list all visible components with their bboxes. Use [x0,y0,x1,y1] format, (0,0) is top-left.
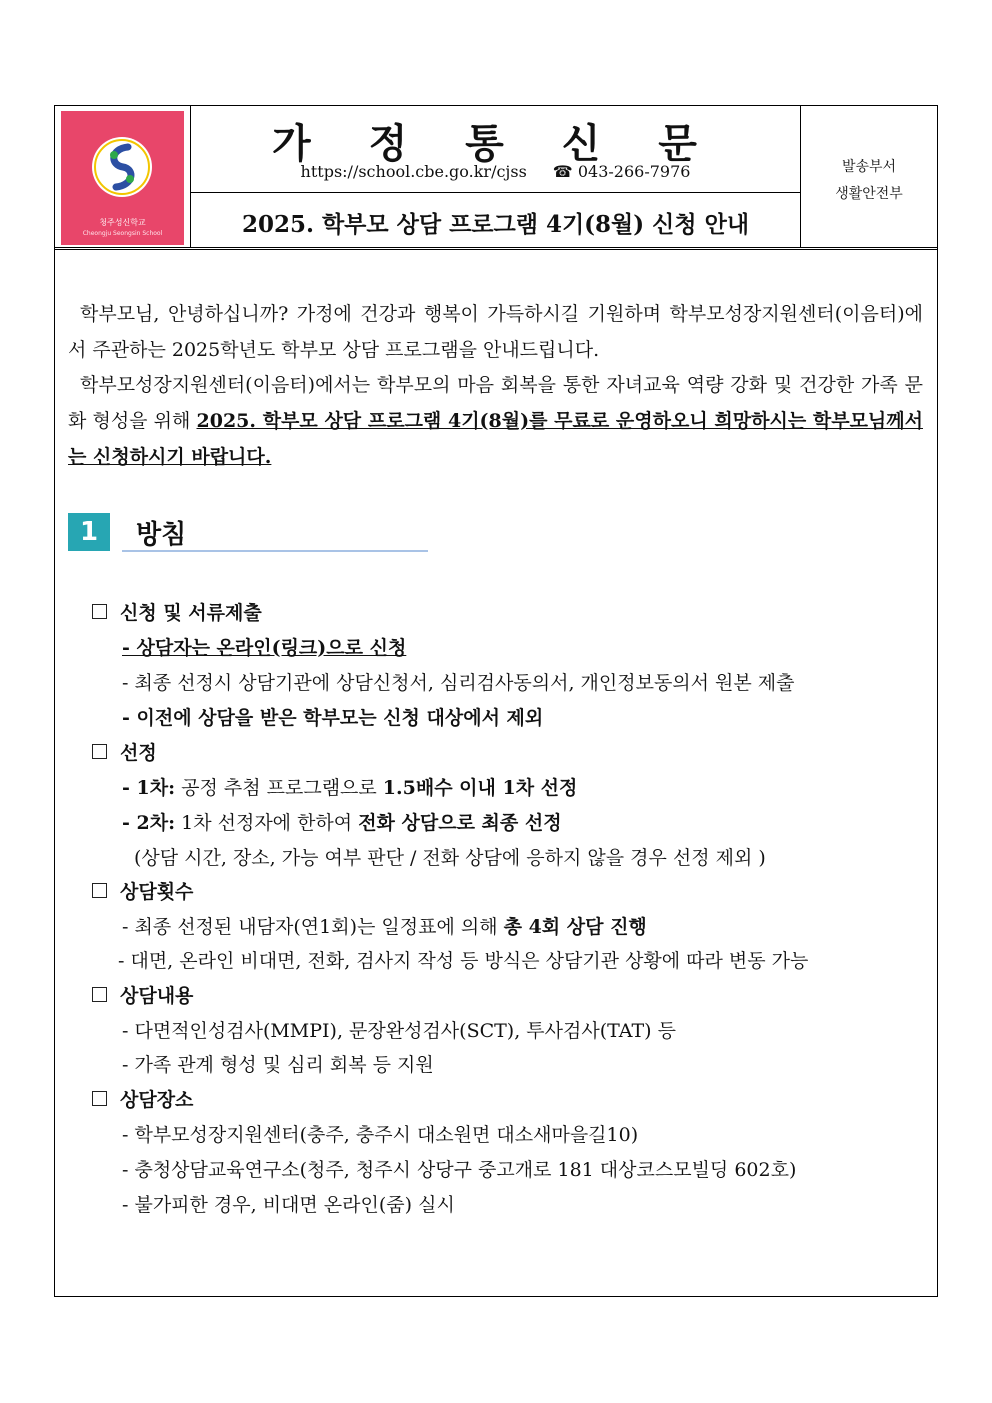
select-bullet-1 [122,773,577,800]
count-heading [92,877,193,904]
select-bullet-1-label: - 1차: [122,777,176,799]
select-heading-text: 선정 [120,742,157,764]
header-divider [191,192,800,193]
apply-bullet-1-text: - 상담자는 온라인(링크)으로 신청 [122,637,407,659]
checkbox-icon [92,604,107,619]
department-name: 생활안전부 [835,186,903,202]
place-bullet-2: - 충청상담교육연구소(청주, 청주시 상당구 중고개로 181 대상코스모빌딩 602호) [122,1159,797,1181]
section-number: 1 [68,513,110,551]
content-bullet-1: - 다면적인성검사(MMPI), 문장완성검사(SCT), 투사검사(TAT) 등 [122,1020,676,1042]
checkbox-icon [92,987,107,1002]
place-heading [92,1085,193,1112]
school-url: https://school.cbe.go.kr/cjss [300,162,527,181]
apply-bullet-2: - 최종 선정시 상담기관에 상담신청서, 심리검사동의서, 개인정보동의서 원본 제출 [122,672,795,694]
checkbox-icon [92,1091,107,1106]
content-bullet-2: - 가족 관계 형성 및 심리 회복 등 지원 [122,1054,434,1076]
apply-heading-text: 신청 및 서류제출 [120,602,262,624]
document-frame [54,105,938,1297]
count-bullet-1-text: - 최종 선정된 내담자(연1회)는 일정표에 의해 [122,916,504,938]
count-bullet-1-bold: 총 4회 상담 진행 [503,916,647,938]
logo-cell [55,106,191,247]
phone-icon: ☎ [552,162,573,181]
section-underline [122,550,428,552]
apply-bullet-1 [122,633,406,660]
count-bullet-1 [122,912,647,939]
document-title: 가 정 통 신 문 [272,121,719,167]
checkbox-icon [92,744,107,759]
count-bullet-2: - 대면, 온라인 비대면, 전화, 검사지 작성 등 방식은 상담기관 상황에 따라 변동 가능 [118,950,809,972]
apply-bullet-3-text: - 이전에 상담을 받은 학부모는 신청 대상에서 제외 [122,707,544,729]
department-info [801,154,937,208]
select-note: (상담 시간, 장소, 가능 여부 판단 / 전화 상담에 응하지 않을 경우 선정 제외 ) [134,847,766,869]
place-heading-text: 상담장소 [120,1089,194,1111]
intro-paragraph-1: 학부모님, 안녕하십니까? 가정에 건강과 행복이 가득하시길 기원하며 학부모성장지원센터(이음터)에서 주관하는 2025학년도 학부모 상담 프로그램을 안내드립니다. [68,303,923,361]
select-bullet-2-text: 1차 선정자에 한하여 [175,812,359,834]
checkbox-icon [92,883,107,898]
department-label: 발송부서 [841,159,897,175]
intro-paragraph-2-text: 학부모성장지원센터(이음터)에서는 학부모의 마음 회복을 통한 자녀교육 역량 강화 및 건강한 가족 문화 형성을 위해 [68,374,923,432]
content-heading [92,981,193,1008]
title-cell [191,106,801,247]
select-heading [92,738,157,765]
content-heading-text: 상담내용 [120,985,194,1007]
apply-bullet-3 [122,703,543,730]
logo-school-name-ko: 청주성신학교 [99,218,146,227]
select-bullet-2-bold: 전화 상담으로 최종 선정 [358,812,562,834]
contact-line [191,162,800,181]
section-title: 방침 [136,520,187,550]
school-emblem-icon [90,135,154,199]
intro-emphasis: 2025. 학부모 상담 프로그램 4기(8월)를 무료로 운영하오니 희망하시는 학부모님께서는 신청하시기 바랍니다. [68,410,923,468]
intro-paragraph-2 [68,367,923,475]
letter-header [55,106,937,250]
place-bullet-1: - 학부모성장지원센터(충주, 충주시 대소원면 대소새마을길10) [122,1124,639,1146]
document-subtitle: 2025. 학부모 상담 프로그램 4기(8월) 신청 안내 [241,211,750,238]
select-bullet-1-text: 공정 추첨 프로그램으로 [175,777,383,799]
school-logo [61,111,184,245]
phone-number: 043-266-7976 [577,162,691,181]
logo-school-name-en: Cheongju Seongsin School [82,230,163,237]
count-heading-text: 상담횟수 [120,881,194,903]
select-bullet-1-bold: 1.5배수 이내 1차 선정 [382,777,578,799]
place-bullet-3: - 불가피한 경우, 비대면 온라인(줌) 실시 [122,1194,455,1216]
apply-heading [92,598,262,625]
department-cell [801,106,937,247]
select-bullet-2 [122,808,562,835]
select-bullet-2-label: - 2차: [122,812,176,834]
